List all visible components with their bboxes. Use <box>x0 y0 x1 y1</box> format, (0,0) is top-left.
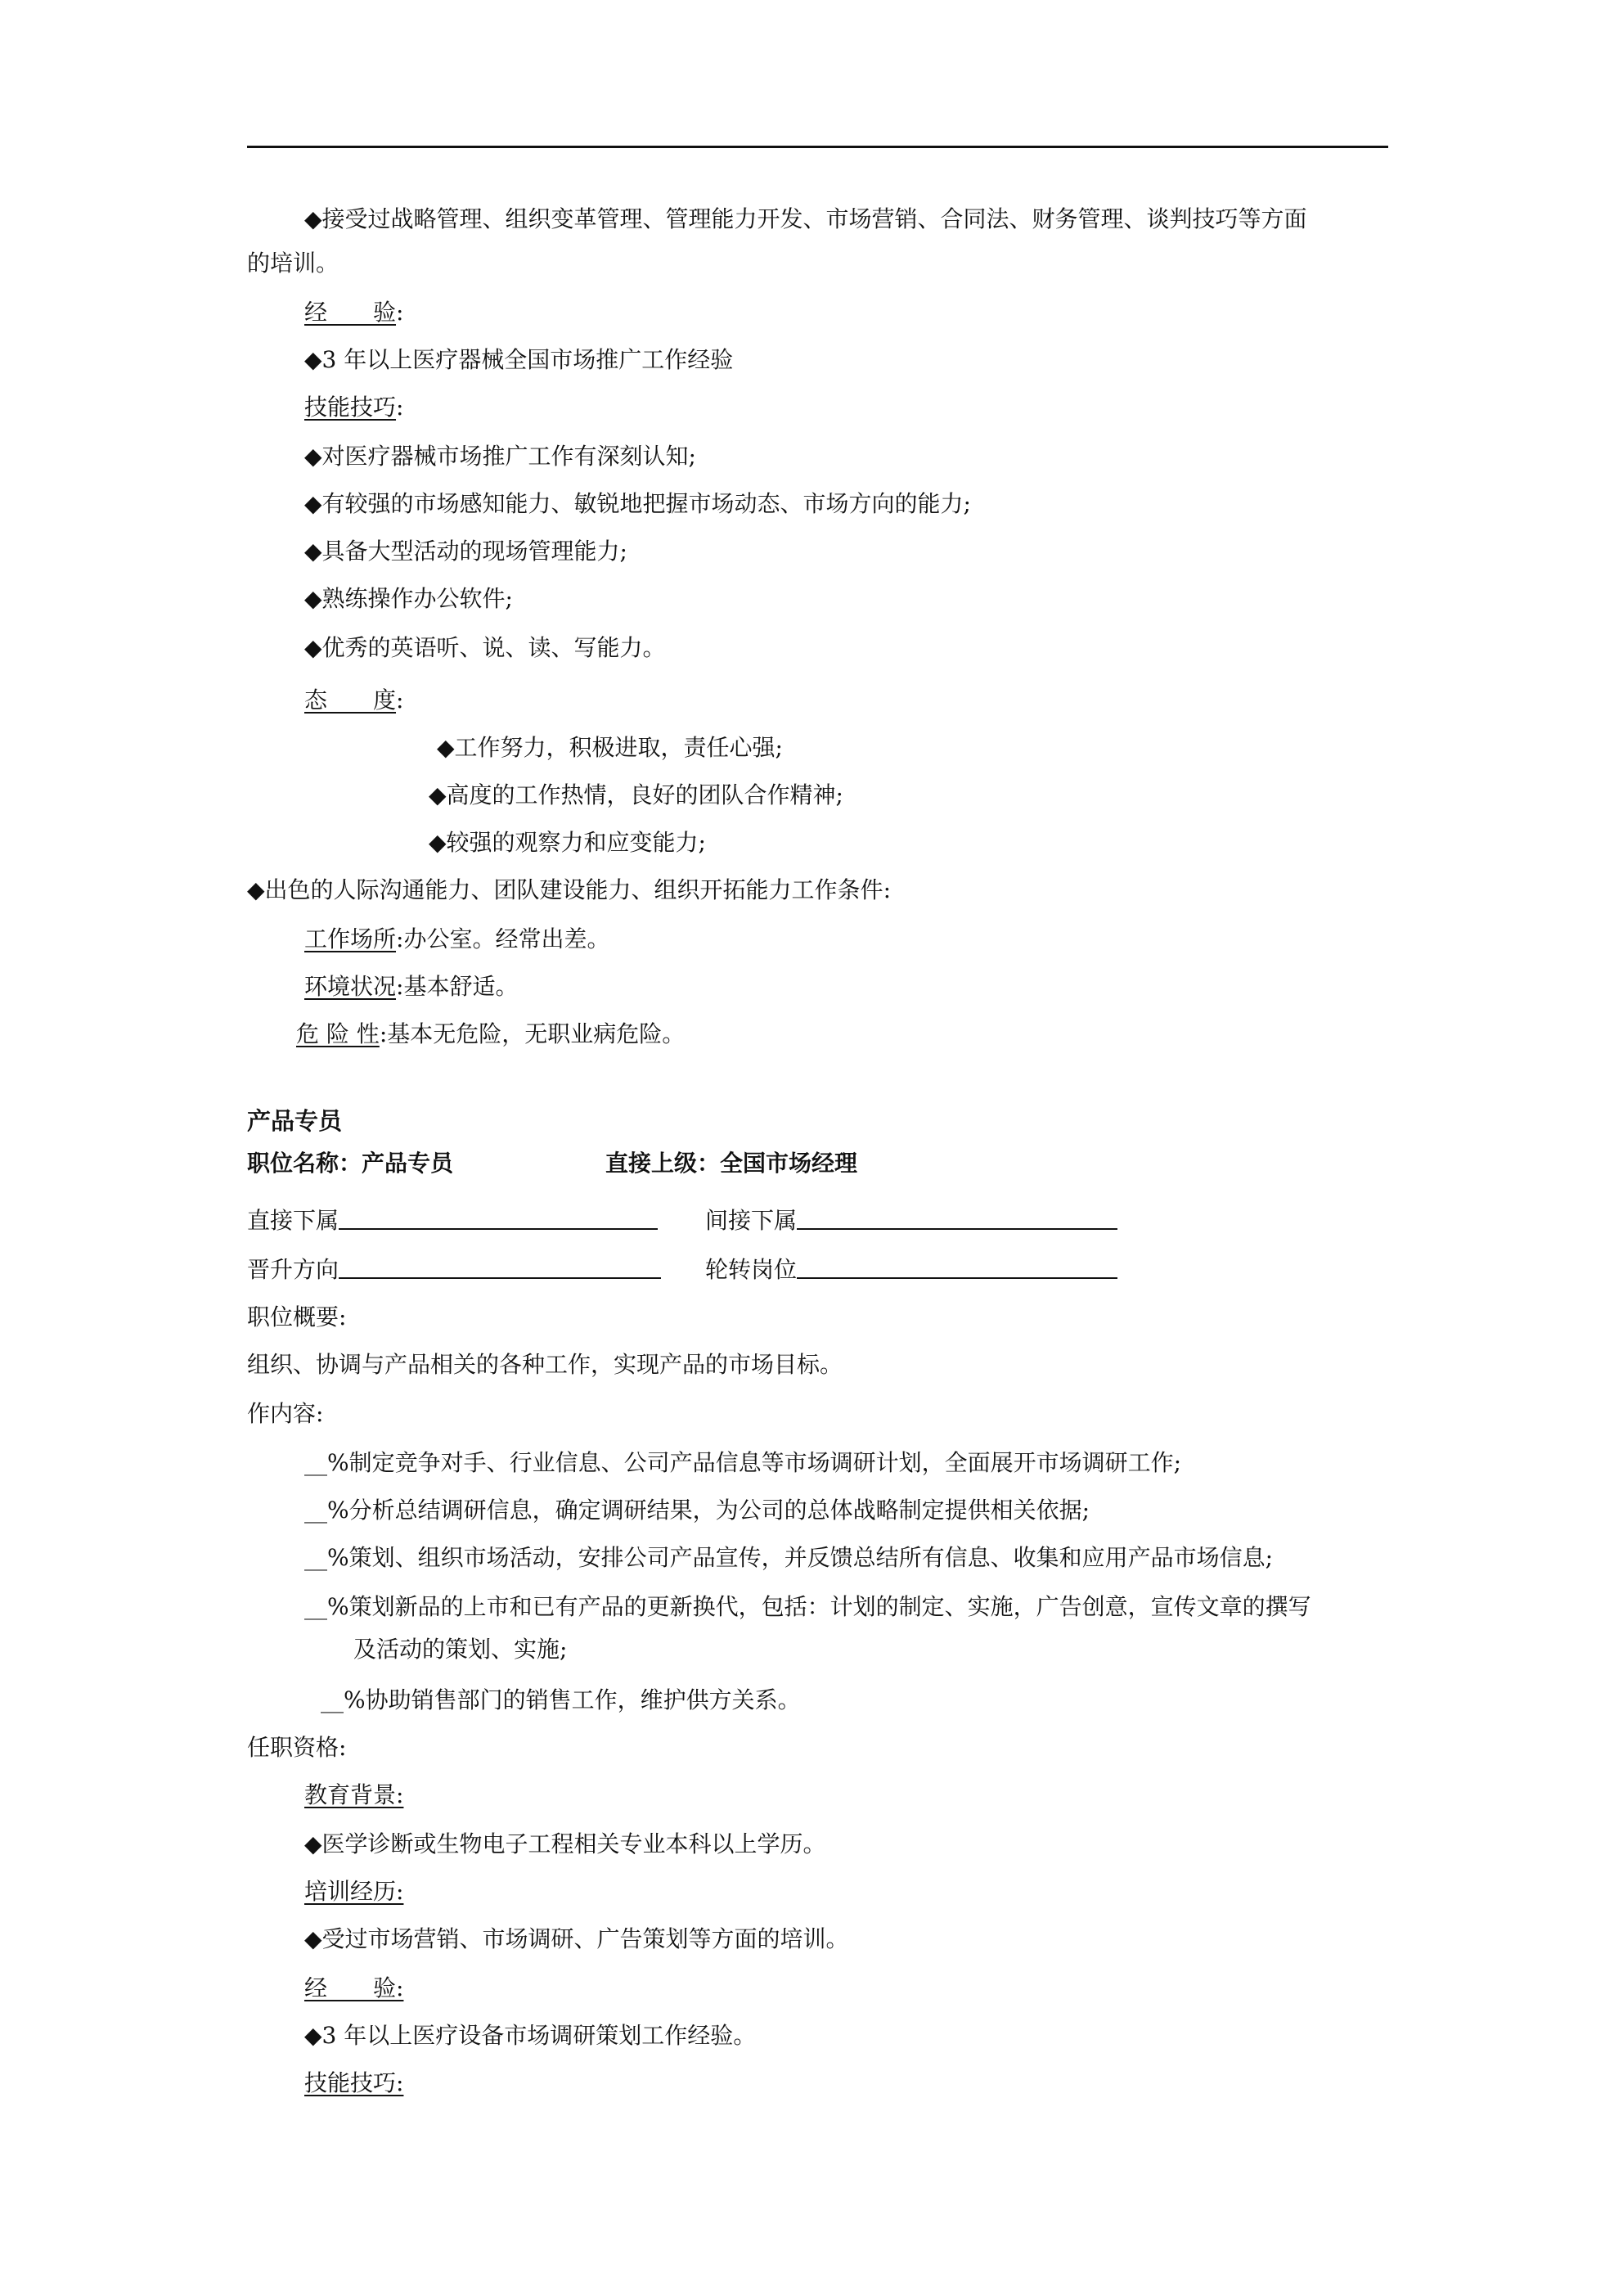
promotion-label: 晋升方向 <box>247 1256 339 1283</box>
risk-label: 危 险 性 <box>296 1020 380 1047</box>
overview-colon: : <box>339 1303 347 1330</box>
attitude-item: ◆工作努力，积极进取，责任心强; <box>437 734 783 761</box>
experience-item: ◆3 年以上医疗器械全国市场推广工作经验 <box>304 346 734 373</box>
training-line-2: 的培训。 <box>247 250 339 277</box>
experience-colon: : <box>396 299 404 326</box>
rotation-label: 轮转岗位 <box>705 1256 798 1283</box>
experience-label: 经 验 <box>304 299 397 326</box>
attitude-label: 态 度 <box>304 687 397 714</box>
content-colon: : <box>316 1400 324 1427</box>
risk-value: :基本无危险，无职业病危险。 <box>379 1020 686 1047</box>
skills-label: 技能技巧 <box>304 394 397 421</box>
environment-row <box>304 970 518 1003</box>
attitude-item: ◆高度的工作热情，良好的团队合作精神; <box>429 781 843 808</box>
content-item: __%分析总结调研信息，确定调研结果，为公司的总体战略制定提供相关依据; <box>304 1497 1090 1524</box>
attitude-heading <box>304 684 403 717</box>
rotation-blank <box>797 1256 1117 1279</box>
overview-text: 组织、协调与产品相关的各种工作，实现产品的市场目标。 <box>247 1351 843 1378</box>
training-label: 培训经历: <box>304 1878 404 1905</box>
ps-skills-label: 技能技巧: <box>304 2069 404 2096</box>
risk-row <box>296 1018 685 1051</box>
overview-label: 职位概要 <box>247 1303 339 1330</box>
work-conditions-label: 工作条件 <box>791 876 883 903</box>
qualification-colon: : <box>339 1734 347 1761</box>
training-line-1: ◆接受过战略管理、组织变革管理、管理能力开发、市场营销、合同法、财务管理、谈判技巧等方面 <box>304 205 1307 232</box>
content-item: __%策划、组织市场活动，安排公司产品宣传，并反馈总结所有信息、收集和应用产品市场信息; <box>304 1544 1274 1571</box>
skill-item: ◆熟练操作办公软件; <box>304 585 513 612</box>
skills-heading <box>304 391 403 424</box>
direct-subordinate-blank <box>339 1207 658 1230</box>
content-item: __%策划新品的上市和已有产品的更新换代，包括：计划的制定、实施，广告创意，宣传文章的撰写 <box>304 1593 1311 1620</box>
skill-item: ◆具备大型活动的现场管理能力; <box>304 538 627 565</box>
promotion-row <box>247 1254 661 1286</box>
work-conditions-colon: : <box>883 876 891 903</box>
environment-label: 环境状况 <box>304 973 397 1000</box>
education-label: 教育背景: <box>304 1781 404 1808</box>
ps-experience-label: 经 验: <box>304 1974 404 2001</box>
content-item: __%协助销售部门的销售工作，维护供方关系。 <box>321 1686 801 1713</box>
skills-colon: : <box>396 394 404 421</box>
rotation-row <box>705 1254 1117 1286</box>
content-item-continued: 及活动的策划、实施; <box>353 1636 568 1663</box>
ps-experience-item: ◆3 年以上医疗设备市场调研策划工作经验。 <box>304 2022 757 2049</box>
position-name: 职位名称：产品专员 <box>247 1150 454 1177</box>
promotion-blank <box>339 1256 661 1279</box>
qualification-label: 任职资格 <box>247 1734 339 1761</box>
direct-subordinate-label: 直接下属 <box>247 1207 339 1234</box>
qualification-heading <box>247 1731 346 1765</box>
workplace-value: :办公室。经常出差。 <box>396 925 610 952</box>
attitude-colon: : <box>396 687 404 714</box>
workplace-label: 工作场所 <box>304 925 397 952</box>
content-label: 作内容 <box>247 1400 317 1427</box>
interpersonal-line <box>247 874 891 907</box>
skill-item: ◆优秀的英语听、说、读、写能力。 <box>304 634 666 661</box>
skill-item: ◆有较强的市场感知能力、敏锐地把握市场动态、市场方向的能力; <box>304 490 971 517</box>
indirect-subordinate-row <box>705 1204 1117 1237</box>
training-item: ◆受过市场营销、市场调研、广告策划等方面的培训。 <box>304 1925 849 1952</box>
indirect-subordinate-label: 间接下属 <box>705 1207 798 1234</box>
education-item: ◆医学诊断或生物电子工程相关专业本科以上学历。 <box>304 1830 826 1857</box>
content-heading <box>247 1398 323 1431</box>
environment-value: :基本舒适。 <box>396 973 519 1000</box>
attitude-item: ◆较强的观察力和应变能力; <box>429 829 706 856</box>
direct-superior: 直接上级：全国市场经理 <box>605 1150 858 1177</box>
content-item: __%制定竞争对手、行业信息、公司产品信息等市场调研计划，全面展开市场调研工作; <box>304 1449 1182 1476</box>
section-title: 产品专员 <box>247 1107 343 1135</box>
workplace-row <box>304 923 609 956</box>
direct-subordinate-row <box>247 1204 658 1237</box>
experience-heading <box>304 296 403 329</box>
interpersonal-item: ◆出色的人际沟通能力、团队建设能力、组织开拓能力 <box>247 876 792 903</box>
overview-heading <box>247 1301 346 1335</box>
skill-item: ◆对医疗器械市场推广工作有深刻认知; <box>304 443 696 470</box>
header-rule <box>247 146 1388 148</box>
indirect-subordinate-blank <box>797 1207 1117 1230</box>
